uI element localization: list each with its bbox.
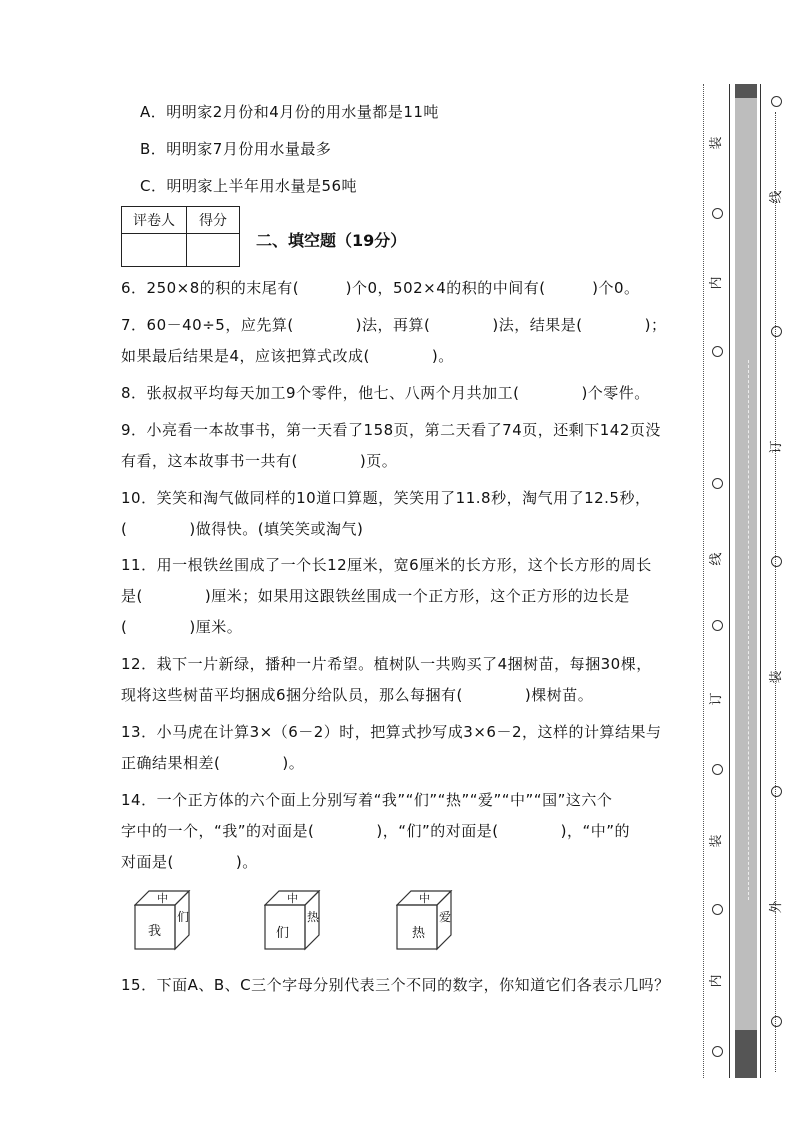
binding-hole [712,764,723,775]
binding-center-dash [748,360,749,900]
binding-border-right [760,84,761,1078]
question-10-line1: 10．笑笑和淘气做同样的10道口算题，笑笑用了11.8秒，淘气用了12.5秒， [121,489,651,507]
outer-dotted-line [775,112,776,1072]
grader-cell [122,234,187,267]
question-11-line3: ( )厘米。 [121,618,243,636]
question-13-line1: 13．小马虎在计算3×（6－2）时，把算式抄写成3×6－2，这样的计算结果与 [121,723,662,741]
cube-front-label: 们 [276,926,290,941]
margin-char-zhuang: 装 [709,834,724,848]
score-cell [187,234,240,267]
option-a: A．明明家2月份和4月份的用水量都是11吨 [140,103,439,121]
margin-char-nei: 内 [709,974,724,988]
binding-strip-bottom [735,1030,757,1078]
question-10-line2: ( )做得快。(填笑笑或淘气) [121,520,364,538]
cube-drawing [264,890,334,960]
question-14-line3: 对面是( )。 [121,853,258,871]
grader-label: 评卷人 [122,207,187,234]
cube-figure-1 [134,890,204,960]
question-14-line1: 14．一个正方体的六个面上分别写着“我”“们”“热”“爱”“中”“国”这六个 [121,791,613,809]
cube-front-label: 热 [412,926,426,941]
binding-hole [712,620,723,631]
cube-side-label: 们 [177,910,190,924]
score-table [121,206,240,267]
binding-hole [712,478,723,489]
margin-char-outer: 外 [769,900,784,914]
binding-border-left [729,84,730,1078]
margin-char-outer: 线 [769,190,784,204]
binding-hole [712,1046,723,1057]
binding-hole [712,208,723,219]
question-6: 6．250×8的积的末尾有( )个0，502×4的积的中间有( )个0。 [121,279,640,297]
question-8: 8．张叔叔平均每天加工9个零件，他七、八两个月共加工( )个零件。 [121,384,650,402]
binding-hole-outer [771,326,782,337]
question-15: 15．下面A、B、C三个字母分别代表三个不同的数字，你知道它们各表示几吗？ [121,976,670,994]
margin-char-nei: 内 [709,276,724,290]
cube-top-label: 中 [419,892,430,905]
question-13-line2: 正确结果相差( )。 [121,754,305,772]
question-11-line2: 是( )厘米；如果用这跟铁丝围成一个正方形，这个正方形的边长是 [121,587,630,605]
binding-strip-top [735,84,757,98]
score-label: 得分 [187,207,240,234]
question-7-line2: 如果最后结果是4，应该把算式改成( )。 [121,347,454,365]
cube-top-label: 中 [287,892,298,905]
margin-char-outer: 订 [769,440,784,454]
binding-hole-outer [771,556,782,567]
cube-side-label: 热 [307,910,320,924]
binding-strip [735,84,757,1078]
option-c: C．明明家上半年用水量是56吨 [140,177,358,195]
binding-hole-outer [771,786,782,797]
cube-top-label: 中 [157,892,168,905]
binding-hole [712,346,723,357]
question-12-line1: 12．栽下一片新绿，播种一片希望。植树队一共购买了4捆树苗，每捆30棵， [121,655,652,673]
cube-drawing [396,890,466,960]
margin-char-zhuang: 装 [709,136,724,150]
binding-hole [712,904,723,915]
binding-line-inner [703,84,704,1078]
cube-figure-3 [396,890,466,960]
question-14-line2: 字中的一个，“我”的对面是( )，“们”的对面是( )，“中”的 [121,822,631,840]
question-11-line1: 11．用一根铁丝围成了一个长12厘米，宽6厘米的长方形，这个长方形的周长 [121,556,652,574]
option-b: B．明明家7月份用水量最多 [140,140,332,158]
cube-drawing [134,890,204,960]
question-9-line1: 9．小亮看一本故事书，第一天看了158页，第二天看了74页，还剩下142页没 [121,421,661,439]
binding-hole-outer [771,96,782,107]
margin-char-xian: 线 [709,552,724,566]
question-12-line2: 现将这些树苗平均捆成6捆分给队员，那么每捆有( )棵树苗。 [121,686,594,704]
margin-char-ding: 订 [709,692,724,706]
question-9-line2: 有看，这本故事书一共有( )页。 [121,452,398,470]
binding-hole-outer [771,1016,782,1027]
cube-front-label: 我 [148,924,162,939]
question-7-line1: 7．60－40÷5，应先算( )法，再算( )法，结果是( )； [121,316,667,334]
cube-figure-2 [264,890,334,960]
margin-char-outer: 装 [769,670,784,684]
cube-side-label: 爱 [439,910,452,924]
section-title: 二、填空题（19分） [256,231,407,250]
